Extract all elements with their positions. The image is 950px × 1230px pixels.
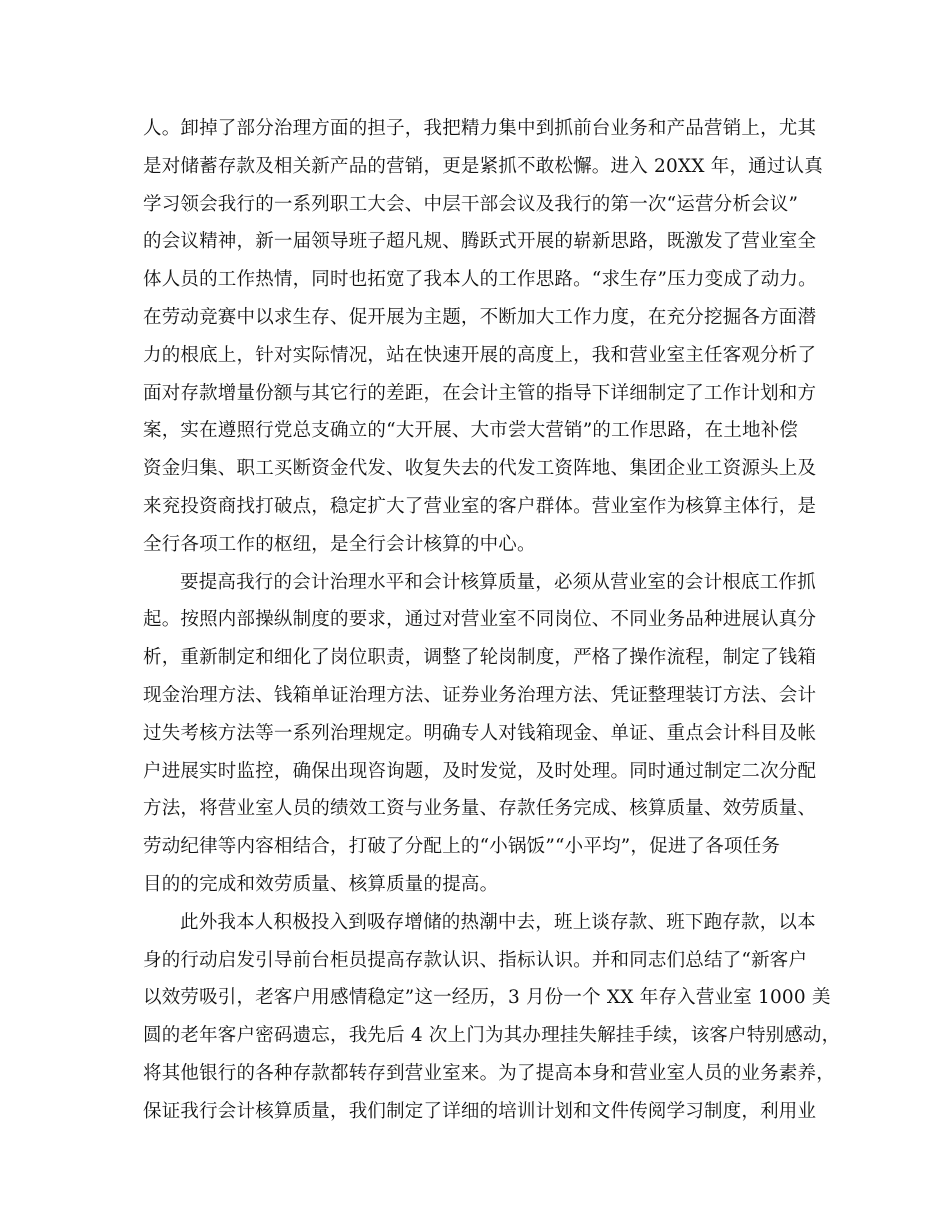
text-line: 资金归集、职工买断资金代发、收复失去的代发工资阵地、集团企业工资源头上及 <box>143 458 817 480</box>
text-line: 案，实在遵照行党总支确立的“大开展、大市尝大营销”的工作思路，在土地补偿 <box>143 420 799 442</box>
text-line: 保证我行会计核算质量，我们制定了详细的培训计划和文件传阅学习制度，利用业 <box>143 1100 817 1122</box>
paragraph-1 <box>143 110 823 564</box>
text-line: 体人员的工作热情，同时也拓宽了我本人的工作思路。“求生存”压力变成了动力。 <box>143 269 817 291</box>
text-line: 的会议精神，新一届领导班子超凡规、腾跃式开展的崭新思路，既激发了营业室全 <box>143 231 817 253</box>
text-line: 全行各项工作的枢纽，是全行会计核算的中心。 <box>143 533 536 555</box>
text-line: 学习领会我行的一系列职工大会、中层干部会议及我行的第一次“运营分析会议” <box>143 193 799 215</box>
text-line: 劳动纪律等内容相结合，打破了分配上的“小锅饭”“小平均”，促进了各项任务 <box>143 836 781 858</box>
text-line: 起。按照内部操纵制度的要求，通过对营业室不同岗位、不同业务品种进展认真分 <box>143 609 817 631</box>
text-line: 将其他银行的各种存款都转存到营业室来。为了提高本身和营业室人员的业务素养， <box>143 1062 835 1084</box>
text-line: 析，重新制定和细化了岗位职责，调整了轮岗制度，严格了操作流程，制定了钱箱 <box>143 647 817 669</box>
text-line: 是对储蓄存款及相关新产品的营销，更是紧抓不敢松懈。进入 20XX 年，通过认真 <box>143 155 823 177</box>
text-line: 要提高我行的会计治理水平和会计核算质量，必须从营业室的会计根底工作抓 <box>180 571 816 593</box>
document-body <box>143 110 841 1131</box>
text-line: 人。卸掉了部分治理方面的担子，我把精力集中到抓前台业务和产品营销上，尤其 <box>143 118 817 139</box>
text-line: 面对存款增量份额与其它行的差距，在会计主管的指导下详细制定了工作计划和方 <box>143 382 817 404</box>
text-line: 现金治理方法、钱箱单证治理方法、证券业务治理方法、凭证整理装订方法、会计 <box>143 684 817 706</box>
text-line: 方法，将营业室人员的绩效工资与业务量、存款任务完成、核算质量、效劳质量、 <box>143 798 817 820</box>
text-line: 在劳动竞赛中以求生存、促开展为主题，不断加大工作力度，在充分挖掘各方面潜 <box>143 306 817 328</box>
text-line: 以效劳吸引，老客户用感情稳定”这一经历，3 月份一个 XX 年存入营业室 1000 美 <box>143 987 831 1009</box>
text-line: 户进展实时监控，确保出现咨询题，及时发觉，及时处理。同时通过制定二次分配 <box>143 760 817 782</box>
text-line: 圆的老年客户密码遗忘，我先后 4 次上门为其办理挂失解挂手续，该客户特别感动， <box>143 1025 841 1047</box>
text-line: 过失考核方法等一系列治理规定。明确专人对钱箱现金、单证、重点会计科目及帐 <box>143 722 817 744</box>
paragraph-2 <box>143 564 823 904</box>
paragraph-3 <box>143 904 841 1131</box>
text-line: 力的根底上，针对实际情况，站在快速开展的高度上，我和营业室主任客观分析了 <box>143 344 817 366</box>
text-line: 来兖投资商找打破点，稳定扩大了营业室的客户群体。营业室作为核算主体行，是 <box>143 495 817 517</box>
text-line: 身的行动启发引导前台柜员提高存款认识、指标认识。并和同志们总结了“新客户 <box>143 949 808 971</box>
text-line: 目的的完成和效劳质量、核算质量的提高。 <box>143 873 499 895</box>
text-line: 此外我本人积极投入到吸存增储的热潮中去，班上谈存款、班下跑存款，以本 <box>180 911 816 933</box>
